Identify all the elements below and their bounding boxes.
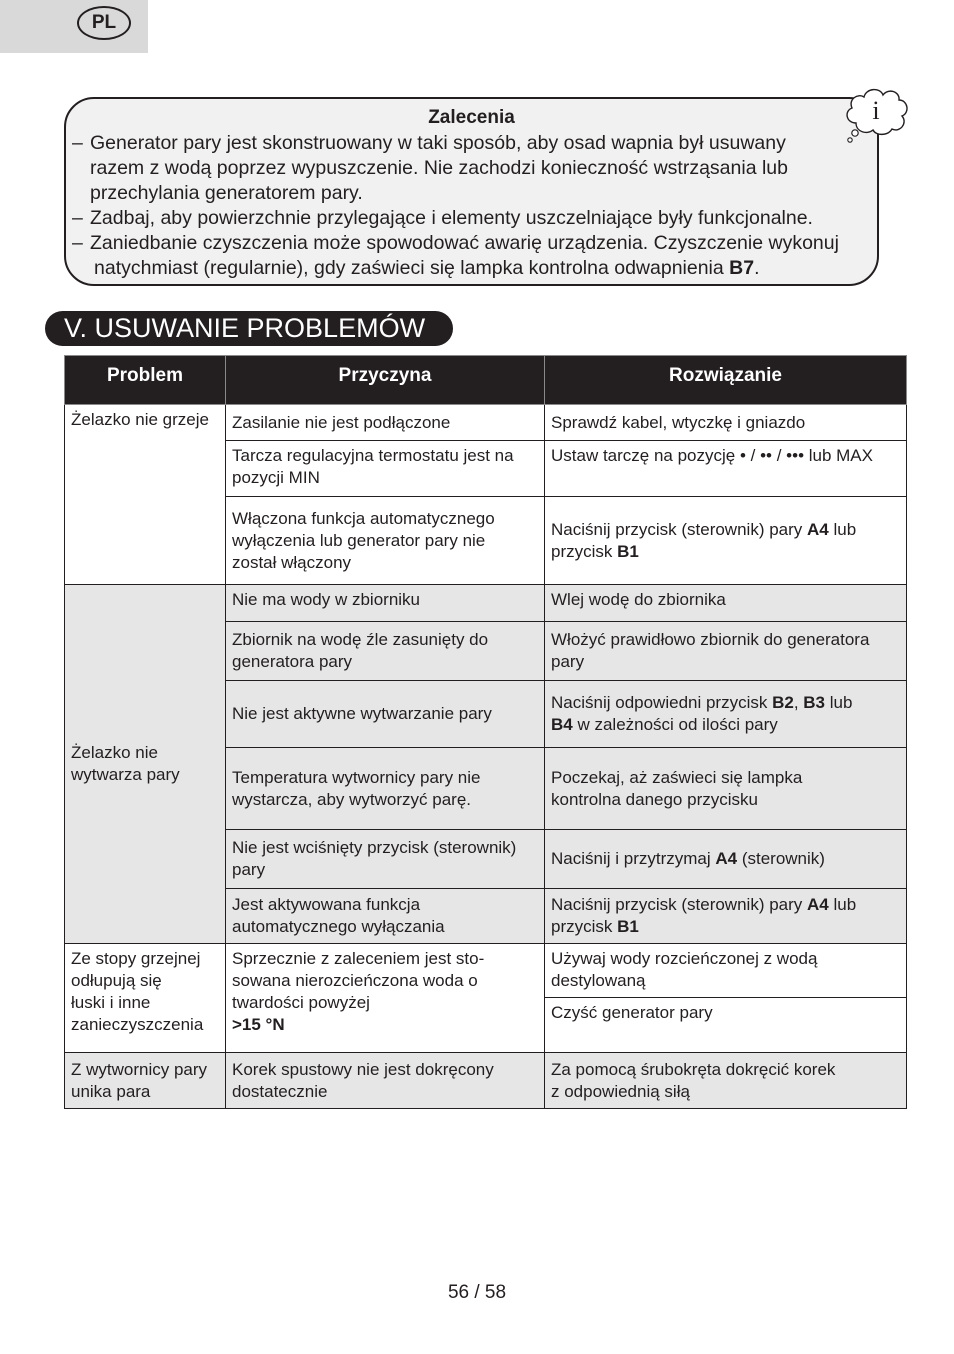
solution-cell: Ustaw tarczę na pozycję • / •• / ••• lub MAX xyxy=(545,441,907,497)
cause-cell: Zbiornik na wodę źle zasunięty do generatora pary xyxy=(226,622,545,681)
cause-cell: Korek spustowy nie jest dokręcony dostatecznie xyxy=(226,1053,545,1109)
cause-cell: Nie jest aktywne wytwarzanie pary xyxy=(226,681,545,748)
info-cloud-icon xyxy=(840,83,912,151)
solution-cell: Naciśnij odpowiedni przycisk B2, B3 lub B4 w zależności od ilości pary xyxy=(545,681,907,748)
problem-cell: Żelazko nie wytwarza pary xyxy=(65,585,226,944)
cause-cell: Temperatura wytwornicy pary nie wystarcza, aby wytworzyć parę. xyxy=(226,748,545,830)
cause-cell: Tarcza regulacyjna termostatu jest na pozycji MIN xyxy=(226,441,545,497)
language-badge: PL xyxy=(77,6,131,40)
cause-cell: Jest aktywowana funkcja automatycznego wyłączania xyxy=(226,889,545,944)
recommendation-item-2: – Zadbaj, aby powierzchnie przylegające i elementy uszczelniające były funkcjonalne. xyxy=(72,207,813,229)
problem-cell: Ze stopy grzejnej odłupują się łuski i inne zanieczyszczenia xyxy=(65,944,226,1053)
table-row xyxy=(65,1053,907,1109)
header-solution: Rozwiązanie xyxy=(545,356,907,405)
language-tab xyxy=(0,0,148,53)
cause-cell: Włączona funkcja automatycznego wyłączenia lub generator pary nie został włączony xyxy=(226,497,545,585)
cause-cell: Nie ma wody w zbiorniku xyxy=(226,585,545,622)
solution-cell: Czyść generator pary xyxy=(545,998,907,1053)
solution-cell: Włożyć prawidłowo zbiornik do generatora pary xyxy=(545,622,907,681)
solution-cell: Wlej wodę do zbiornika xyxy=(545,585,907,622)
recommendation-item-3: – Zaniedbanie czyszczenia może spowodować awarię urządzenia. Czyszczenie wykonuj natychmiast (regularnie), gdy zaświeci się lampka kontrolna odwapnienia B7. xyxy=(72,232,839,279)
problem-cell: Z wytwornicy pary unika para xyxy=(65,1053,226,1109)
solution-cell: Używaj wody rozcieńczonej z wodą destylowaną xyxy=(545,944,907,998)
section-title: V. USUWANIE PROBLEMÓW xyxy=(45,311,453,346)
cause-cell: Zasilanie nie jest podłączone xyxy=(226,405,545,441)
page-number: 56 / 58 xyxy=(447,1282,507,1303)
cause-cell: Sprzecznie z zaleceniem jest sto- sowana nierozcieńczona woda o twardości powyżej >15 °N xyxy=(226,944,545,1053)
problem-cell: Żelazko nie grzeje xyxy=(65,405,226,585)
recommendation-item-1: – Generator pary jest skonstruowany w taki sposób, aby osad wapnia był usuwany razem z wodą poprzez wypuszczenie. Nie zachodzi konieczność wstrząsania lub przechylania generatorem pary. xyxy=(72,132,788,204)
header-problem: Problem xyxy=(65,356,226,405)
solution-cell: Sprawdź kabel, wtyczkę i gniazdo xyxy=(545,405,907,441)
cause-cell: Nie jest wciśnięty przycisk (sterownik) pary xyxy=(226,830,545,889)
table-header-row xyxy=(65,356,907,405)
troubleshooting-table xyxy=(64,355,907,1109)
recommendations-box xyxy=(64,97,879,286)
table-row xyxy=(65,944,907,998)
solution-cell: Naciśnij i przytrzymaj A4 (sterownik) xyxy=(545,830,907,889)
solution-cell: Za pomocą śrubokręta dokręcić korek z odpowiednią siłą xyxy=(545,1053,907,1109)
solution-cell: Naciśnij przycisk (sterownik) pary A4 lub przycisk B1 xyxy=(545,889,907,944)
svg-text:i: i xyxy=(872,96,880,125)
solution-cell: Poczekaj, aż zaświeci się lampka kontrolna danego przycisku xyxy=(545,748,907,830)
table-row xyxy=(65,585,907,622)
recommendations-title: Zalecenia xyxy=(428,107,515,128)
table-row xyxy=(65,405,907,441)
header-cause: Przyczyna xyxy=(226,356,545,405)
solution-cell: Naciśnij przycisk (sterownik) pary A4 lub przycisk B1 xyxy=(545,497,907,585)
